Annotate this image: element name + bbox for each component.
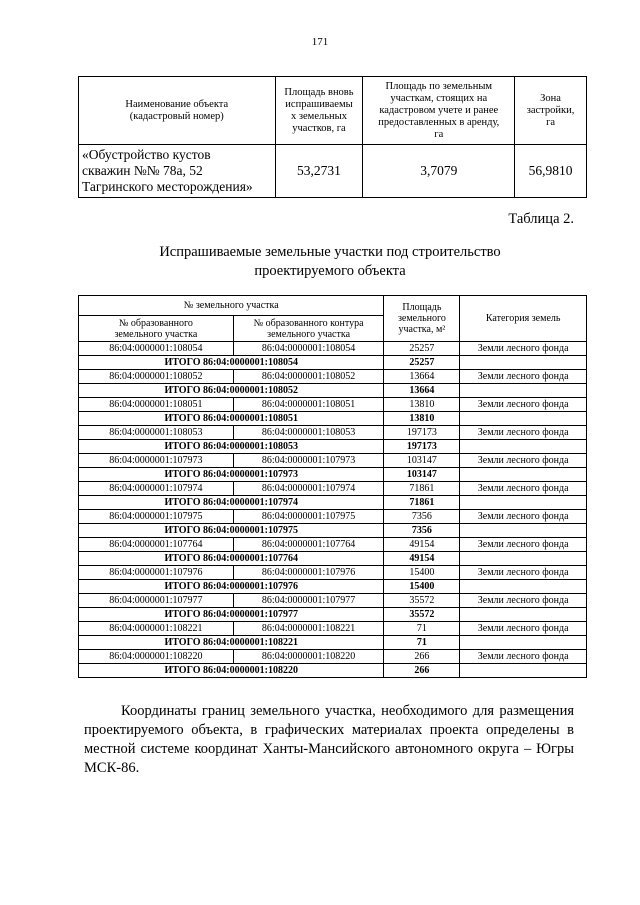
- title-line: Испрашиваемые земельные участки под строительство: [159, 244, 501, 260]
- total-label: ИТОГО 86:04:0000001:107974: [79, 496, 384, 510]
- total-category-empty: [460, 608, 587, 622]
- total-label: ИТОГО 86:04:0000001:108053: [79, 440, 384, 454]
- parcel-total-row: [79, 384, 587, 398]
- parcel-row: [79, 622, 587, 636]
- parcel-number: 86:04:0000001:108220: [79, 650, 234, 664]
- contour-number: 86:04:0000001:107976: [233, 566, 384, 580]
- land-parcels-table: [78, 295, 587, 678]
- parcel-row: [79, 650, 587, 664]
- parcel-area: 7356: [384, 510, 460, 524]
- land-category: Земли лесного фонда: [460, 622, 587, 636]
- zone-value: 56,9810: [515, 145, 587, 198]
- parcel-total-row: [79, 664, 587, 678]
- parcel-area: 266: [384, 650, 460, 664]
- parcel-area: 71: [384, 622, 460, 636]
- total-category-empty: [460, 468, 587, 482]
- header-line: га: [434, 128, 444, 140]
- contour-number: 86:04:0000001:108053: [233, 426, 384, 440]
- header-object-name: [79, 77, 276, 145]
- parcel-number: 86:04:0000001:107976: [79, 566, 234, 580]
- parcel-row: [79, 510, 587, 524]
- parcel-row: [79, 482, 587, 496]
- area-new-value: 53,2731: [275, 145, 363, 198]
- land-category: Земли лесного фонда: [460, 594, 587, 608]
- header-line: застройки,: [526, 104, 575, 116]
- header-line: (кадастровый номер): [129, 110, 224, 122]
- total-label: ИТОГО 86:04:0000001:108221: [79, 636, 384, 650]
- parcel-number: 86:04:0000001:107974: [79, 482, 234, 496]
- parcel-number: 86:04:0000001:107973: [79, 454, 234, 468]
- parcel-area: 13664: [384, 370, 460, 384]
- table-caption: Таблица 2.: [508, 211, 574, 227]
- parcel-total-row: [79, 580, 587, 594]
- header-line: Площадь: [402, 302, 442, 313]
- header-area-leased: [363, 77, 515, 145]
- total-label: ИТОГО 86:04:0000001:108052: [79, 384, 384, 398]
- header-line: участка, м²: [398, 324, 446, 335]
- contour-number: 86:04:0000001:107974: [233, 482, 384, 496]
- total-label: ИТОГО 86:04:0000001:108051: [79, 412, 384, 426]
- object-name-line: Тагринского месторождения»: [82, 179, 253, 194]
- total-label: ИТОГО 86:04:0000001:107764: [79, 552, 384, 566]
- contour-number: 86:04:0000001:108054: [233, 342, 384, 356]
- parcel-area: 15400: [384, 566, 460, 580]
- total-label: ИТОГО 86:04:0000001:107975: [79, 524, 384, 538]
- object-row: [79, 145, 587, 198]
- object-name: [79, 145, 276, 198]
- coordinates-paragraph: Координаты границ земельного участка, необходимого для размещения проектируемого объекта, в графических материалах проекта определены в местной системе координат Ханты-Мансийского автономного округа – Югры МСК-86.: [84, 703, 574, 776]
- total-category-empty: [460, 524, 587, 538]
- total-area: 13664: [384, 384, 460, 398]
- parcel-area: 197173: [384, 426, 460, 440]
- parcel-number: 86:04:0000001:107977: [79, 594, 234, 608]
- total-category-empty: [460, 440, 587, 454]
- parcel-number: 86:04:0000001:108052: [79, 370, 234, 384]
- parcel-area: 13810: [384, 398, 460, 412]
- land-category: Земли лесного фонда: [460, 538, 587, 552]
- land-category: Земли лесного фонда: [460, 650, 587, 664]
- parcel-number: 86:04:0000001:108221: [79, 622, 234, 636]
- total-area: 13810: [384, 412, 460, 426]
- header-line: Площадь по земельным: [385, 80, 493, 92]
- parcel-row: [79, 454, 587, 468]
- header-line: № образованного контура: [253, 317, 364, 329]
- total-area: 49154: [384, 552, 460, 566]
- parcel-total-row: [79, 468, 587, 482]
- parcel-area: 25257: [384, 342, 460, 356]
- title-line: проектируемого объекта: [254, 263, 406, 279]
- parcel-row: [79, 594, 587, 608]
- parcel-total-row: [79, 524, 587, 538]
- total-area: 266: [384, 664, 460, 678]
- parcel-total-row: [79, 636, 587, 650]
- total-category-empty: [460, 636, 587, 650]
- parcel-total-row: [79, 496, 587, 510]
- parcel-area: 103147: [384, 454, 460, 468]
- parcel-area: 71861: [384, 482, 460, 496]
- header-line: участкам, стоящих на: [390, 92, 488, 104]
- object-area-table-header: [79, 77, 587, 145]
- contour-number: 86:04:0000001:108051: [233, 398, 384, 412]
- parcel-total-row: [79, 440, 587, 454]
- total-area: 71: [384, 636, 460, 650]
- object-name-line: «Обустройство кустов: [82, 147, 211, 162]
- total-area: 103147: [384, 468, 460, 482]
- total-category-empty: [460, 580, 587, 594]
- header-line: земельного участка: [114, 328, 198, 340]
- header-parcel-number: [79, 316, 234, 342]
- header-parcel-group: № земельного участка: [79, 296, 384, 316]
- header-area-new: [275, 77, 363, 145]
- land-category: Земли лесного фонда: [460, 482, 587, 496]
- contour-number: 86:04:0000001:108220: [233, 650, 384, 664]
- parcels-header-row-1: [79, 296, 587, 316]
- land-category: Земли лесного фонда: [460, 398, 587, 412]
- header-line: х земельных: [291, 110, 347, 122]
- parcel-total-row: [79, 356, 587, 370]
- header-line: кадастровом учете и ранее: [379, 104, 499, 116]
- land-category: Земли лесного фонда: [460, 566, 587, 580]
- total-category-empty: [460, 412, 587, 426]
- parcel-row: [79, 398, 587, 412]
- parcel-number: 86:04:0000001:107764: [79, 538, 234, 552]
- total-area: 7356: [384, 524, 460, 538]
- parcel-total-row: [79, 412, 587, 426]
- land-category: Земли лесного фонда: [460, 426, 587, 440]
- total-category-empty: [460, 664, 587, 678]
- header-area: [384, 296, 460, 342]
- header-zone: [515, 77, 587, 145]
- total-area: 15400: [384, 580, 460, 594]
- total-label: ИТОГО 86:04:0000001:107973: [79, 468, 384, 482]
- total-label: ИТОГО 86:04:0000001:108220: [79, 664, 384, 678]
- header-line: № образованного: [118, 317, 193, 329]
- land-category: Земли лесного фонда: [460, 370, 587, 384]
- land-category: Земли лесного фонда: [460, 342, 587, 356]
- parcel-row: [79, 342, 587, 356]
- parcel-total-row: [79, 552, 587, 566]
- total-category-empty: [460, 552, 587, 566]
- header-line: Зона: [540, 92, 561, 104]
- header-line: га: [546, 116, 556, 128]
- total-area: 197173: [384, 440, 460, 454]
- contour-number: 86:04:0000001:108052: [233, 370, 384, 384]
- parcel-number: 86:04:0000001:108053: [79, 426, 234, 440]
- parcel-row: [79, 538, 587, 552]
- header-line: земельного: [397, 313, 446, 324]
- parcel-row: [79, 566, 587, 580]
- land-category: Земли лесного фонда: [460, 510, 587, 524]
- total-area: 35572: [384, 608, 460, 622]
- total-category-empty: [460, 384, 587, 398]
- total-category-empty: [460, 356, 587, 370]
- total-label: ИТОГО 86:04:0000001:108054: [79, 356, 384, 370]
- header-category: Категория земель: [460, 296, 587, 342]
- object-area-table: [78, 76, 587, 198]
- contour-number: 86:04:0000001:107977: [233, 594, 384, 608]
- contour-number: 86:04:0000001:107973: [233, 454, 384, 468]
- parcel-number: 86:04:0000001:108051: [79, 398, 234, 412]
- contour-number: 86:04:0000001:107764: [233, 538, 384, 552]
- parcel-row: [79, 426, 587, 440]
- object-name-line: скважин №№ 78а, 52: [82, 163, 203, 178]
- header-line: участков, га: [292, 122, 346, 134]
- header-contour-number: [233, 316, 384, 342]
- table-title: [80, 243, 580, 281]
- parcel-number: 86:04:0000001:107975: [79, 510, 234, 524]
- total-label: ИТОГО 86:04:0000001:107977: [79, 608, 384, 622]
- header-line: Наименование объекта: [125, 98, 229, 110]
- total-label: ИТОГО 86:04:0000001:107976: [79, 580, 384, 594]
- header-line: испрашиваемы: [285, 98, 353, 110]
- total-category-empty: [460, 496, 587, 510]
- contour-number: 86:04:0000001:107975: [233, 510, 384, 524]
- parcel-total-row: [79, 608, 587, 622]
- parcel-number: 86:04:0000001:108054: [79, 342, 234, 356]
- contour-number: 86:04:0000001:108221: [233, 622, 384, 636]
- parcel-area: 35572: [384, 594, 460, 608]
- total-area: 25257: [384, 356, 460, 370]
- land-category: Земли лесного фонда: [460, 454, 587, 468]
- page-number: 171: [311, 36, 329, 48]
- parcel-row: [79, 370, 587, 384]
- parcel-area: 49154: [384, 538, 460, 552]
- header-line: Площадь вновь: [284, 86, 354, 98]
- total-area: 71861: [384, 496, 460, 510]
- area-leased-value: 3,7079: [363, 145, 515, 198]
- header-line: предоставленных в аренду,: [378, 116, 500, 128]
- header-line: земельного участка: [267, 328, 351, 340]
